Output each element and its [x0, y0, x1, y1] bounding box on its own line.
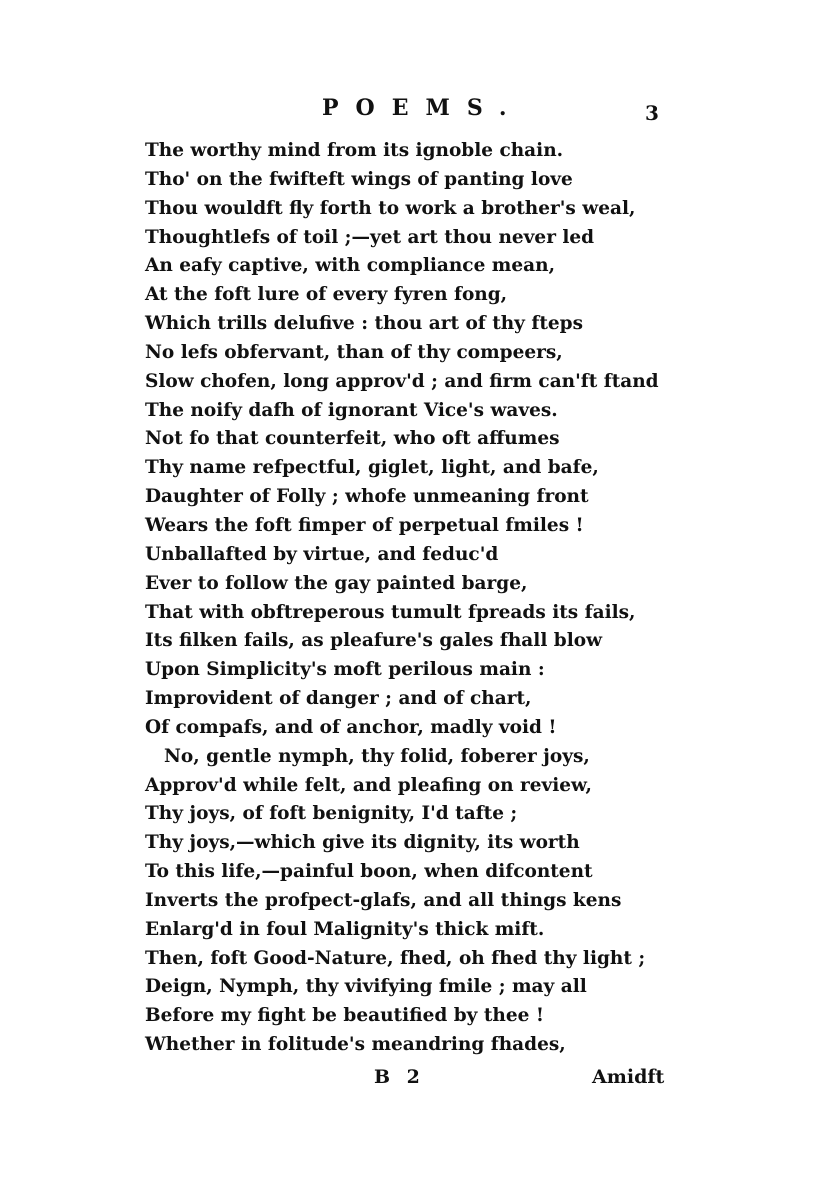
poem-line: Thou wouldft fly forth to work a brother's weal, — [145, 197, 636, 219]
poem-line: Tho' on the fwifteft wings of panting love — [145, 168, 573, 190]
poem-line: Upon Simplicity's moft perilous main : — [145, 659, 545, 681]
poem-line: Thy joys, of foft benignity, I'd tafte ; — [145, 803, 518, 825]
poem-line: An eafy captive, with compliance mean, — [145, 255, 556, 277]
poem-line: Which trills delufive : thou art of thy fteps — [145, 313, 584, 335]
poem-line: Inverts the profpect-glafs, and all things kens — [145, 889, 622, 911]
poem-line: No, gentle nymph, thy folid, foberer joys, — [164, 745, 590, 767]
poem-line: Slow chofen, long approv'd ; and firm can'ft ftand — [145, 370, 659, 392]
poem-line: The worthy mind from its ignoble chain. — [145, 140, 564, 161]
poem-line: To this life,—painful boon, when difcontent — [145, 861, 593, 883]
poem-line: Deign, Nymph, thy vivifying fmile ; may all — [145, 976, 587, 998]
poem-line: Whether in folitude's meandring fhades, — [145, 1034, 566, 1056]
poem-line: Of compafs, and of anchor, madly void ! — [145, 716, 557, 738]
page-number: 3 — [645, 101, 659, 125]
poem-line: The noify dafh of ignorant Vice's waves. — [145, 399, 558, 421]
poem-text — [145, 137, 665, 1060]
page-header — [0, 95, 840, 125]
poem-line: Approv'd while felt, and pleafing on review, — [145, 774, 592, 796]
poem-line: Its filken fails, as pleafure's gales fhall blow — [145, 630, 603, 652]
poem-line: Unballafted by virtue, and feduc'd — [145, 543, 499, 565]
poem-line: Wears the foft fimper of perpetual fmiles ! — [145, 514, 584, 536]
poem-line: Improvident of danger ; and of chart, — [145, 688, 532, 710]
running-title: POEMS. — [322, 95, 524, 121]
poem-line: Thoughtlefs of toil ;—yet art thou never led — [145, 226, 595, 248]
signature-mark: B 2 — [374, 1066, 425, 1088]
poem-line: Daughter of Folly ; whofe unmeaning front — [145, 486, 589, 508]
poem-line: Enlarg'd in foul Malignity's thick mift. — [145, 918, 545, 940]
catchword: Amidft — [592, 1066, 665, 1088]
poem-line: Thy name refpectful, giglet, light, and bafe, — [145, 457, 599, 479]
poem-line: Thy joys,—which give its dignity, its worth — [145, 832, 580, 854]
poem-line: Then, foft Good-Nature, fhed, oh fhed thy light ; — [145, 947, 646, 969]
poem-line: That with obftreperous tumult fpreads its fails, — [145, 601, 636, 623]
poem-line: Ever to follow the gay painted barge, — [145, 572, 528, 594]
page-footer — [0, 1066, 840, 1096]
poem-line: Before my fight be beautified by thee ! — [145, 1005, 544, 1027]
poem-line: At the foft lure of every fyren fong, — [145, 284, 508, 306]
poem-line: No lefs obfervant, than of thy compeers, — [145, 341, 563, 363]
poem-line: Not fo that counterfeit, who oft affumes — [145, 428, 560, 450]
